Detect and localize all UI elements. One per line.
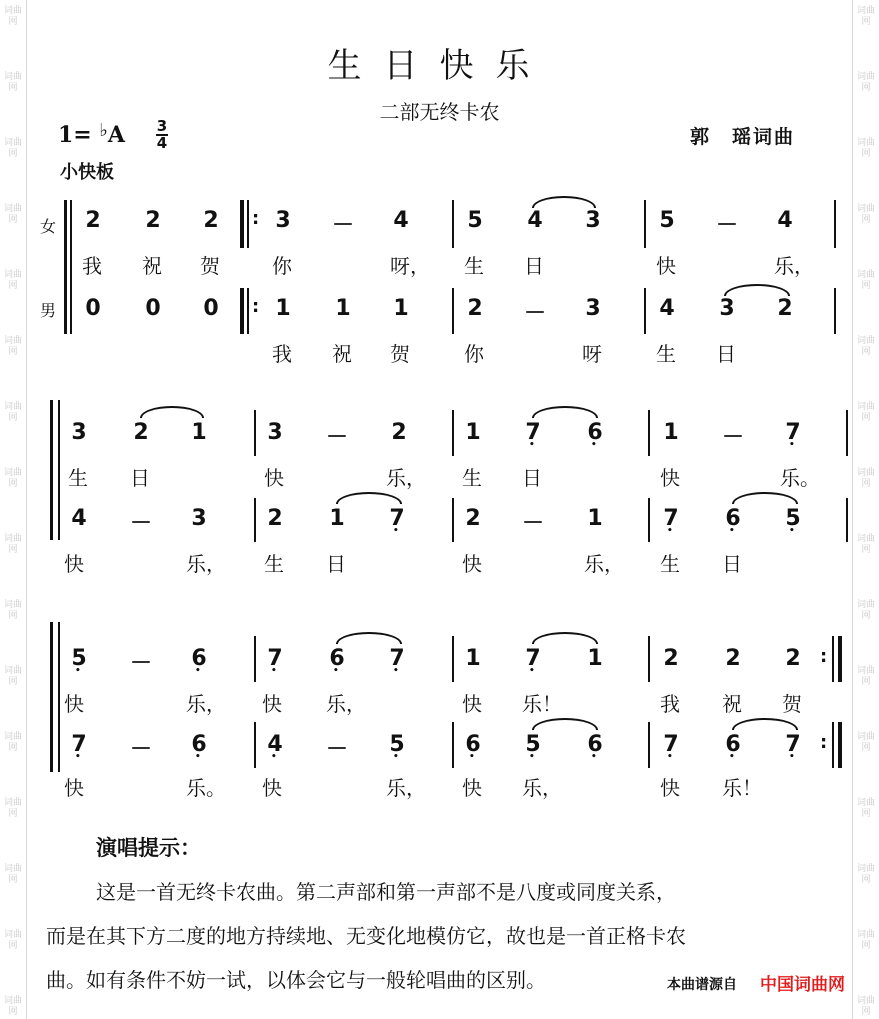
song-subtitle: 二部无终卡农 bbox=[379, 100, 500, 124]
note: 3 bbox=[275, 208, 291, 233]
note-low: 5 • bbox=[68, 646, 90, 671]
watermark-text: 词曲网 bbox=[3, 402, 22, 423]
note: 2 bbox=[465, 506, 481, 531]
watermark-text: 词曲网 bbox=[3, 72, 22, 93]
lyric: 日 bbox=[716, 342, 736, 366]
note-low: 6 • bbox=[584, 732, 606, 757]
note: 2 bbox=[267, 506, 283, 531]
slur bbox=[140, 406, 204, 418]
barline bbox=[254, 498, 256, 542]
note: 4 bbox=[527, 208, 543, 233]
note: 2 bbox=[777, 296, 793, 321]
lyric: 乐！ bbox=[522, 692, 562, 716]
note-low: 7 • bbox=[386, 646, 408, 671]
note: 3 bbox=[585, 296, 601, 321]
watermark-text: 词曲网 bbox=[856, 534, 875, 555]
barline bbox=[832, 722, 834, 768]
note: 2 bbox=[785, 646, 801, 671]
flat-icon: ♭ bbox=[99, 120, 108, 141]
lyric: 乐， bbox=[386, 466, 426, 490]
barline bbox=[648, 410, 650, 456]
watermark-text: 词曲网 bbox=[856, 864, 875, 885]
time-top: 3 bbox=[156, 117, 168, 135]
lyric: 乐， bbox=[186, 552, 226, 576]
voice-label-female: 女 bbox=[40, 217, 57, 236]
hint-paragraph-line: 曲。如有条件不妨一试，以体会它与一般轮唱曲的区别。 bbox=[46, 968, 546, 992]
lyric: 乐！ bbox=[722, 776, 762, 800]
lyric: 生 bbox=[264, 552, 284, 576]
watermark-text: 词曲网 bbox=[856, 468, 875, 489]
barline bbox=[648, 722, 650, 768]
barline bbox=[648, 636, 650, 682]
lyric: 我 bbox=[660, 692, 680, 716]
lyric: 快 bbox=[660, 776, 680, 800]
note: 1 bbox=[587, 506, 603, 531]
note: 2 bbox=[391, 420, 407, 445]
repeat-barline bbox=[838, 722, 842, 768]
watermark-text: 词曲网 bbox=[856, 270, 875, 291]
watermark-text: 词曲网 bbox=[856, 138, 875, 159]
note: 3 bbox=[191, 506, 207, 531]
lyric: 快 bbox=[660, 466, 680, 490]
note: 5 bbox=[659, 208, 675, 233]
barline bbox=[846, 498, 848, 542]
note: 4 bbox=[393, 208, 409, 233]
lyric: 快 bbox=[262, 776, 282, 800]
watermark-text: 词曲网 bbox=[856, 72, 875, 93]
note-dash: － bbox=[332, 213, 355, 238]
note-low: 6 • bbox=[722, 732, 744, 757]
barline bbox=[247, 288, 249, 334]
note-dash: － bbox=[130, 511, 153, 536]
barline bbox=[254, 636, 256, 682]
slur bbox=[724, 284, 790, 296]
lyric: 乐， bbox=[584, 552, 624, 576]
note-low: 6 • bbox=[584, 420, 606, 445]
repeat-barline bbox=[240, 288, 244, 334]
lyric: 快 bbox=[64, 692, 84, 716]
note-low: 7 • bbox=[782, 420, 804, 445]
composer-credit: 郭 瑶词曲 bbox=[690, 126, 796, 148]
barline bbox=[452, 636, 454, 682]
lyric: 生 bbox=[68, 466, 88, 490]
barline bbox=[846, 410, 848, 456]
note-dash: － bbox=[326, 737, 349, 762]
lyric: 贺 bbox=[782, 692, 802, 716]
watermark-text: 词曲网 bbox=[856, 732, 875, 753]
lyric: 快 bbox=[462, 552, 482, 576]
note: 1 bbox=[329, 506, 345, 531]
slur bbox=[732, 718, 798, 730]
source-note: 本曲谱源自 bbox=[663, 974, 741, 994]
time-bottom: 4 bbox=[156, 134, 168, 152]
note-low: 5 • bbox=[522, 732, 544, 757]
lyric: 乐， bbox=[326, 692, 366, 716]
lyric: 快 bbox=[462, 776, 482, 800]
key-note: A bbox=[107, 122, 125, 148]
note: 1 bbox=[335, 296, 351, 321]
watermark-text: 词曲网 bbox=[856, 204, 875, 225]
lyric: 快 bbox=[264, 466, 284, 490]
repeat-barline bbox=[838, 636, 842, 682]
lyric: 祝 bbox=[332, 342, 352, 366]
lyric: 乐， bbox=[186, 692, 226, 716]
note: 0 bbox=[203, 296, 219, 321]
note-low: 7 • bbox=[782, 732, 804, 757]
barline bbox=[452, 722, 454, 768]
key-signature bbox=[58, 120, 125, 148]
repeat-dots: : bbox=[252, 296, 260, 317]
system-bracket-line bbox=[70, 200, 72, 334]
barline bbox=[452, 288, 454, 334]
watermark-text: 词曲网 bbox=[856, 996, 875, 1017]
note-low: 5 • bbox=[386, 732, 408, 757]
note: 2 bbox=[145, 208, 161, 233]
song-title: 生日快乐 bbox=[327, 46, 552, 86]
note: 5 bbox=[467, 208, 483, 233]
lyric: 你 bbox=[272, 254, 292, 278]
lyric: 呀， bbox=[390, 254, 430, 278]
slur bbox=[732, 492, 798, 504]
watermark-text: 词曲网 bbox=[3, 600, 22, 621]
note: 3 bbox=[71, 420, 87, 445]
barline bbox=[452, 200, 454, 248]
note: 0 bbox=[85, 296, 101, 321]
note: 3 bbox=[267, 420, 283, 445]
watermark-text: 词曲网 bbox=[3, 468, 22, 489]
barline bbox=[452, 498, 454, 542]
note-low: 7 • bbox=[522, 420, 544, 445]
lyric: 我 bbox=[82, 254, 102, 278]
lyric: 快 bbox=[64, 776, 84, 800]
note: 4 bbox=[659, 296, 675, 321]
note-low: 7 • bbox=[264, 646, 286, 671]
lyric: 祝 bbox=[722, 692, 742, 716]
barline bbox=[644, 288, 646, 334]
slur bbox=[336, 492, 402, 504]
barline bbox=[834, 288, 836, 334]
barline bbox=[644, 200, 646, 248]
lyric: 快 bbox=[462, 692, 482, 716]
note: 2 bbox=[725, 646, 741, 671]
watermark-text: 词曲网 bbox=[856, 336, 875, 357]
lyric: 日 bbox=[130, 466, 150, 490]
note-dash: － bbox=[326, 425, 349, 450]
lyric: 贺 bbox=[200, 254, 220, 278]
lyric: 日 bbox=[722, 552, 742, 576]
watermark-text: 词曲网 bbox=[3, 534, 22, 555]
note-dash: － bbox=[524, 301, 547, 326]
watermark-text: 词曲网 bbox=[3, 930, 22, 951]
note: 2 bbox=[85, 208, 101, 233]
lyric: 乐， bbox=[774, 254, 814, 278]
lyric: 祝 bbox=[142, 254, 162, 278]
watermark-text: 词曲网 bbox=[856, 930, 875, 951]
lyric: 乐。 bbox=[186, 776, 226, 800]
note-low: 7 • bbox=[660, 506, 682, 531]
lyric: 快 bbox=[262, 692, 282, 716]
note-low: 7 • bbox=[68, 732, 90, 757]
voice-label-male: 男 bbox=[40, 301, 57, 320]
repeat-barline bbox=[240, 200, 244, 248]
note: 1 bbox=[393, 296, 409, 321]
note: 1 bbox=[465, 646, 481, 671]
lyric: 生 bbox=[462, 466, 482, 490]
barline bbox=[834, 200, 836, 248]
system-bracket bbox=[50, 622, 53, 772]
slur bbox=[532, 718, 598, 730]
watermark-text: 词曲网 bbox=[856, 666, 875, 687]
repeat-dots: : bbox=[820, 732, 828, 753]
watermark-text: 词曲网 bbox=[3, 798, 22, 819]
lyric: 生 bbox=[656, 342, 676, 366]
note: 3 bbox=[585, 208, 601, 233]
system-bracket-line bbox=[58, 622, 60, 772]
watermark-text: 词曲网 bbox=[856, 6, 875, 27]
note-dash: － bbox=[722, 425, 745, 450]
note: 4 bbox=[71, 506, 87, 531]
note-dash: － bbox=[716, 213, 739, 238]
note-low: 5 • bbox=[782, 506, 804, 531]
watermark-text: 词曲网 bbox=[3, 204, 22, 225]
lyric: 乐。 bbox=[780, 466, 820, 490]
key-label: 1= bbox=[58, 122, 92, 148]
hint-paragraph-line: 而是在其下方二度的地方持续地、无变化地模仿它，故也是一首正格卡农 bbox=[46, 924, 686, 948]
note-low: 4 • bbox=[264, 732, 286, 757]
watermark-text: 词曲网 bbox=[3, 864, 22, 885]
lyric: 生 bbox=[660, 552, 680, 576]
barline bbox=[254, 410, 256, 456]
lyric: 乐， bbox=[522, 776, 562, 800]
note: 1 bbox=[587, 646, 603, 671]
lyric: 快 bbox=[656, 254, 676, 278]
system-bracket-line bbox=[58, 400, 60, 540]
watermark-text: 词曲网 bbox=[856, 798, 875, 819]
repeat-dots: : bbox=[252, 208, 260, 229]
lyric: 你 bbox=[464, 342, 484, 366]
lyric: 我 bbox=[272, 342, 292, 366]
barline bbox=[452, 410, 454, 456]
note-low: 6 • bbox=[462, 732, 484, 757]
note: 2 bbox=[133, 420, 149, 445]
watermark-text: 词曲网 bbox=[3, 732, 22, 753]
note-dash: － bbox=[130, 737, 153, 762]
watermark-text: 词曲网 bbox=[3, 996, 22, 1017]
note: 1 bbox=[663, 420, 679, 445]
note-low: 7 • bbox=[522, 646, 544, 671]
hint-heading: 演唱提示： bbox=[96, 836, 201, 860]
note: 2 bbox=[663, 646, 679, 671]
note-low: 6 • bbox=[326, 646, 348, 671]
time-signature bbox=[156, 117, 168, 152]
note: 0 bbox=[145, 296, 161, 321]
lyric: 日 bbox=[522, 466, 542, 490]
slur bbox=[532, 196, 596, 208]
watermark-text: 词曲网 bbox=[856, 600, 875, 621]
lyric: 快 bbox=[64, 552, 84, 576]
slur bbox=[532, 632, 598, 644]
slur bbox=[532, 406, 598, 418]
right-watermark-strip bbox=[852, 0, 879, 1019]
note: 3 bbox=[719, 296, 735, 321]
lyric: 呀 bbox=[582, 342, 602, 366]
left-watermark-strip bbox=[0, 0, 27, 1019]
lyric: 贺 bbox=[390, 342, 410, 366]
watermark-text: 词曲网 bbox=[3, 270, 22, 291]
note-low: 7 • bbox=[386, 506, 408, 531]
barline bbox=[254, 722, 256, 768]
watermark-text: 词曲网 bbox=[3, 336, 22, 357]
lyric: 日 bbox=[326, 552, 346, 576]
system-bracket bbox=[50, 400, 53, 540]
watermark-text: 词曲网 bbox=[3, 138, 22, 159]
barline bbox=[832, 636, 834, 682]
watermark-text: 词曲网 bbox=[856, 402, 875, 423]
system-bracket bbox=[64, 200, 67, 334]
note: 2 bbox=[203, 208, 219, 233]
site-watermark: 中国词曲网 bbox=[760, 975, 845, 995]
hint-paragraph-line: 这是一首无终卡农曲。第二声部和第一声部不是八度或同度关系， bbox=[96, 880, 676, 904]
tempo-marking: 小快板 bbox=[60, 162, 114, 183]
lyric: 生 bbox=[464, 254, 484, 278]
note-low: 7 • bbox=[660, 732, 682, 757]
lyric: 乐， bbox=[386, 776, 426, 800]
note-dash: － bbox=[522, 511, 545, 536]
note-low: 6 • bbox=[722, 506, 744, 531]
note-dash: － bbox=[130, 651, 153, 676]
barline bbox=[247, 200, 249, 248]
note: 2 bbox=[467, 296, 483, 321]
watermark-text: 词曲网 bbox=[3, 6, 22, 27]
lyric: 日 bbox=[524, 254, 544, 278]
barline bbox=[648, 498, 650, 542]
note: 4 bbox=[777, 208, 793, 233]
slur bbox=[336, 632, 402, 644]
note-low: 6 • bbox=[188, 646, 210, 671]
note: 1 bbox=[465, 420, 481, 445]
note: 1 bbox=[275, 296, 291, 321]
note-low: 6 • bbox=[188, 732, 210, 757]
repeat-dots: : bbox=[820, 646, 828, 667]
note: 1 bbox=[191, 420, 207, 445]
watermark-text: 词曲网 bbox=[3, 666, 22, 687]
